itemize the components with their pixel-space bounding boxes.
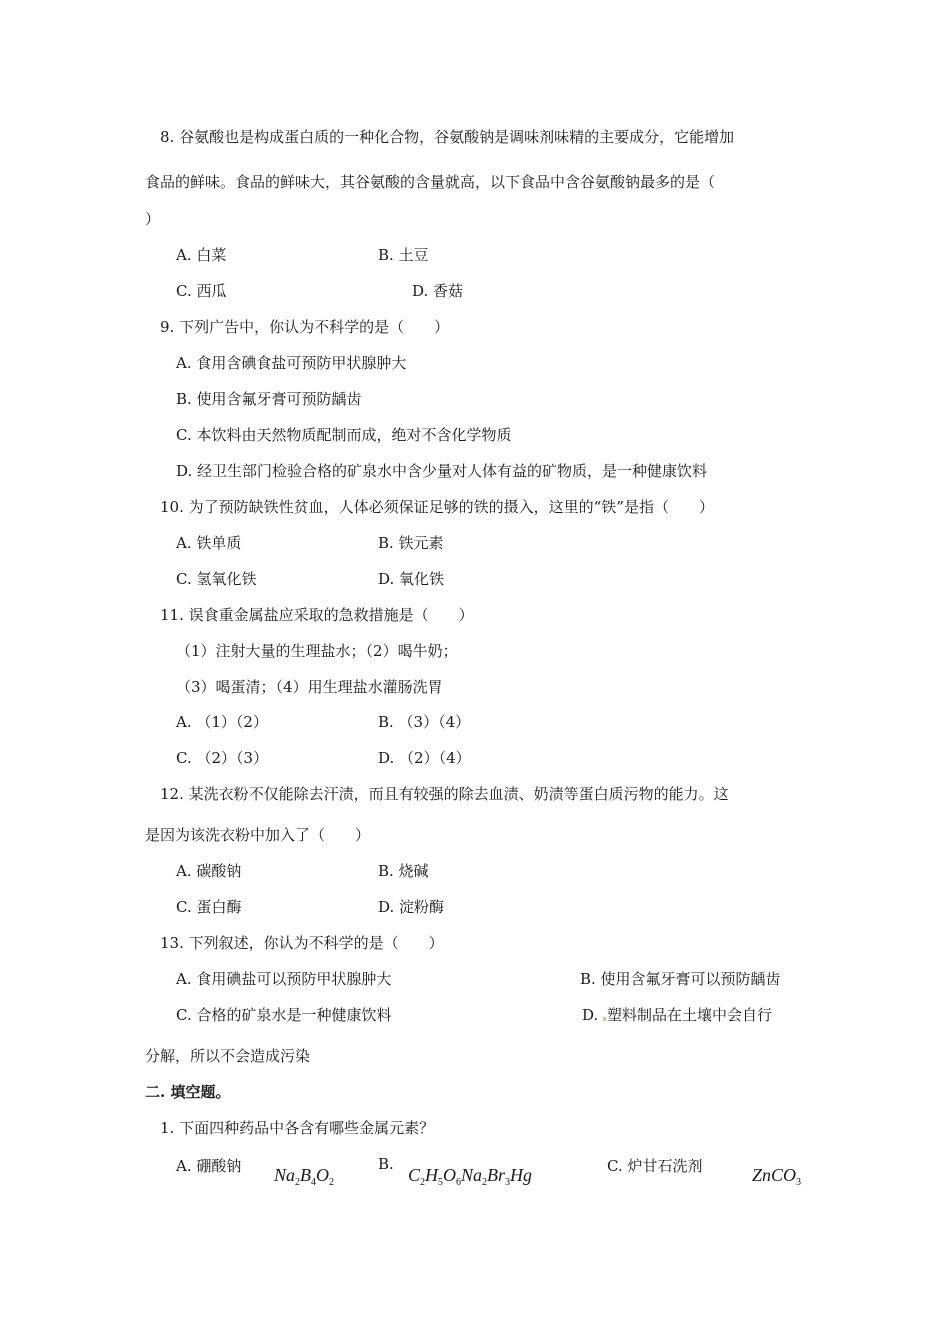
q8-option-d: D. 香菇 bbox=[412, 282, 464, 300]
q13-option-d bbox=[582, 1005, 772, 1025]
fill-q1-option-c-label: C. 炉甘石洗剂 bbox=[607, 1157, 703, 1175]
fill-q1-stem: 1. 下面四种药品中各含有哪些金属元素？ bbox=[160, 1119, 435, 1137]
formula-zinc-carbonate: ZnCO$_3$ bbox=[752, 1165, 802, 1188]
q9-option-a: A. 食用含碘食盐可预防甲状腺肿大 bbox=[176, 354, 407, 372]
q13-option-b: B. 使用含氟牙膏可以预防龋齿 bbox=[580, 970, 781, 988]
q12-stem-line1: 12. 某洗衣粉不仅能除去汗渍，而且有较强的除去血渍、奶渍等蛋白质污物的能力。这 bbox=[160, 785, 729, 803]
q11-statement-2: （3）喝蛋清；（4）用生理盐水灌肠洗胃 bbox=[176, 678, 443, 696]
q13-option-d-label: D. bbox=[582, 1006, 599, 1024]
q9-option-b: B. 使用含氟牙膏可预防龋齿 bbox=[176, 390, 362, 408]
q8-option-c: C. 西瓜 bbox=[176, 282, 227, 300]
section-heading: 二. 填空题。 bbox=[145, 1083, 231, 1101]
q9-option-d: D. 经卫生部门检验合格的矿泉水中含少量对人体有益的矿物质，是一种健康饮料 bbox=[176, 462, 708, 480]
q10-option-b: B. 铁元素 bbox=[378, 534, 444, 552]
q10-option-d: D. 氧化铁 bbox=[378, 570, 445, 588]
q10-stem: 10. 为了预防缺铁性贫血，人体必须保证足够的铁的摄入，这里的“铁”是指（ ） bbox=[160, 498, 714, 516]
q13-option-d-continuation: 分解，所以不会造成污染 bbox=[145, 1047, 311, 1065]
q8-stem-line1: 8. 谷氨酸也是构成蛋白质的一种化合物，谷氨酸钠是调味剂味精的主要成分，它能增加 bbox=[160, 128, 735, 146]
formula-merbromin: $C_2H_5O_6Na_2Br_3Hg$ bbox=[408, 1165, 533, 1188]
q12-option-c: C. 蛋白酶 bbox=[176, 898, 242, 916]
q8-stem-line2: 食品的鲜味。食品的鲜味大，其谷氨酸的含量就高，以下食品中含谷氨酸钠最多的是（ bbox=[145, 173, 716, 191]
q12-option-d: D. 淀粉酶 bbox=[378, 898, 445, 916]
q11-option-d: D. （2）（4） bbox=[378, 749, 471, 767]
q8-stem-line3: ） bbox=[145, 210, 161, 228]
q11-option-c: C. （2）（3） bbox=[176, 749, 269, 767]
q13-stem: 13. 下列叙述，你认为不科学的是（ ） bbox=[160, 934, 444, 952]
formula-sodium-borate: $Na_2B_4O_2$ bbox=[274, 1165, 335, 1188]
q8-option-b: B. 土豆 bbox=[378, 246, 429, 264]
q9-stem: 9. 下列广告中，你认为不科学的是（ ） bbox=[160, 318, 450, 336]
fill-q1-option-b-label: B. bbox=[378, 1155, 394, 1173]
q11-option-b: B. （3）（4） bbox=[378, 713, 471, 731]
q12-option-b: B. 烧碱 bbox=[378, 862, 429, 880]
q10-option-a: A. 铁单质 bbox=[176, 534, 242, 552]
q11-option-a: A. （1）（2） bbox=[176, 713, 268, 731]
q11-statement-1: （1）注射大量的生理盐水；（2）喝牛奶； bbox=[176, 642, 458, 660]
q13-option-d-text: 塑料制品在土壤中会自行 bbox=[607, 1006, 773, 1024]
q9-option-c: C. 本饮料由天然物质配制而成，绝对不含化学物质 bbox=[176, 426, 512, 444]
q13-option-c: C. 合格的矿泉水是一种健康饮料 bbox=[176, 1006, 392, 1024]
q8-option-a: A. 白菜 bbox=[176, 246, 227, 264]
q11-stem: 11. 误食重金属盐应采取的急救措施是（ ） bbox=[160, 606, 474, 624]
fill-q1-option-a-label: A. 硼酸钠 bbox=[176, 1157, 242, 1175]
q10-option-c: C. 氢氧化铁 bbox=[176, 570, 257, 588]
q13-option-a: A. 食用碘盐可以预防甲状腺肿大 bbox=[176, 970, 392, 988]
q12-stem-line2: 是因为该洗衣粉中加入了（ ） bbox=[145, 826, 371, 844]
q12-option-a: A. 碳酸钠 bbox=[176, 862, 242, 880]
stray-mark bbox=[603, 1017, 606, 1021]
